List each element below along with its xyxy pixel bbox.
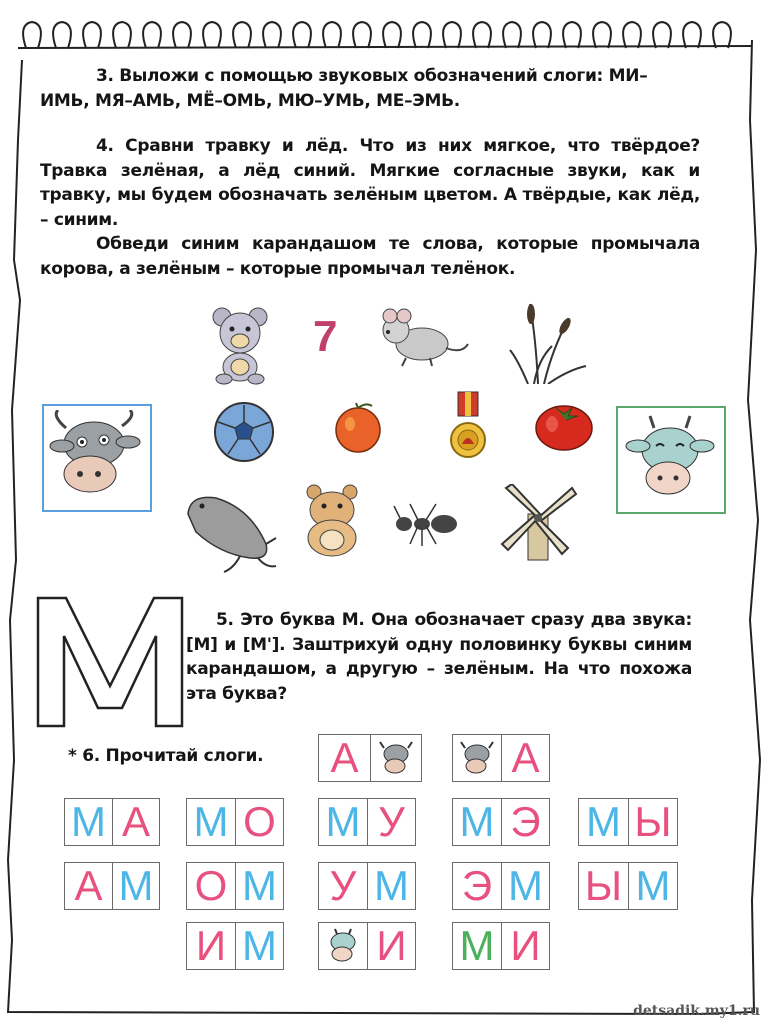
consonant-letter: М <box>586 798 621 845</box>
consonant-letter: М <box>112 863 159 909</box>
consonant-letter: М <box>71 798 106 845</box>
vowel-letter: О <box>235 799 283 845</box>
task6-label <box>68 744 263 769</box>
vowel-letter: Э <box>501 799 549 845</box>
cattail-reed-icon <box>508 300 588 384</box>
cow-half <box>370 735 421 781</box>
vowel-letter: У <box>329 862 357 909</box>
vowel-letter: И <box>501 923 549 969</box>
task5-paragraph: 5. Это буква М. Она обозначает сразу два звука: [М] и [М']. Заштрихуй одну половинку буквы синим карандашом, а другую – зелёным. На что похожа эта буква? <box>186 610 692 704</box>
vowel-letter: А <box>112 799 159 845</box>
vowel-letter: И <box>195 922 227 969</box>
teddy-bear-icon <box>208 305 272 385</box>
vowel-letter: А <box>74 862 103 909</box>
syllable-card-am <box>64 862 160 910</box>
cow-icon <box>376 740 416 776</box>
tomato-icon <box>534 400 594 452</box>
syllable-card-me <box>452 798 550 846</box>
vowel-letter: Ы <box>628 799 677 845</box>
syllable-card-ym <box>578 862 678 910</box>
vowel-letter: А <box>330 734 359 781</box>
syllable-card-my <box>578 798 678 846</box>
star-marker: * <box>68 746 77 766</box>
sample-card-vowel-cow <box>318 734 422 782</box>
vowel-letter: Э <box>461 862 493 909</box>
task3-line2: ИМЬ, МЯ–АМЬ, МЁ–ОМЬ, МЮ–УМЬ, МЕ–ЭМЬ. <box>40 90 460 111</box>
mouse-icon <box>370 304 470 368</box>
cow-half <box>453 735 501 781</box>
consonant-letter: М <box>235 923 283 969</box>
vowel-letter: О <box>194 862 228 909</box>
syllable-card-ma <box>64 798 160 846</box>
vowel-letter: Ы <box>584 862 623 909</box>
consonant-letter: М <box>459 798 495 845</box>
syllable-card-calf-i <box>318 922 416 970</box>
syllable-card-mi <box>452 922 550 970</box>
task4-paragraph2: Обведи синим карандашом те слова, которые промычала корова, а зелёным – которые промычал телёнок. <box>40 234 700 279</box>
cow-icon <box>46 410 146 504</box>
calf-icon <box>622 414 718 504</box>
vowel-letter: А <box>501 735 549 781</box>
medal-icon <box>448 390 488 464</box>
number-seven: 7 <box>313 312 338 361</box>
consonant-letter: М <box>501 863 549 909</box>
syllable-card-om <box>186 862 284 910</box>
task6-label-text: 6. Прочитай слоги. <box>82 746 264 766</box>
consonant-letter: М <box>235 863 283 909</box>
consonant-letter: М <box>325 798 361 845</box>
ant-icon <box>392 500 460 550</box>
consonant-letter: М <box>367 863 415 909</box>
task5-text <box>186 608 692 706</box>
watermark: detsadik.my1.ru <box>633 1003 760 1019</box>
syllable-card-em <box>452 862 550 910</box>
task4-text <box>40 134 700 282</box>
consonant-letter: М <box>193 798 229 845</box>
task4-paragraph1: 4. Сравни травку и лёд. Что из них мягкое, что твёрдое? Травка зелёная, а лёд синий. Мягкие согласные звуки, как и травку, мы будем обозначать зелёным цветом. А твёрдые, как лёд, – синим. <box>40 136 700 230</box>
vowel-letter: И <box>367 923 415 969</box>
consonant-letter: М <box>628 863 677 909</box>
syllable-card-mo <box>186 798 284 846</box>
hamster-icon <box>300 480 364 558</box>
task3-line1: 3. Выложи с помощью звуковых обозначений слоги: МИ– <box>96 66 648 86</box>
task3-text <box>40 64 730 113</box>
orange-fruit-icon <box>333 402 383 454</box>
calf-icon <box>323 928 363 964</box>
syllable-card-um <box>318 862 416 910</box>
vowel-letter: У <box>367 799 415 845</box>
calf-half <box>319 923 367 969</box>
cow-icon <box>457 740 497 776</box>
syllable-card-im <box>186 922 284 970</box>
sample-card-cow-vowel <box>452 734 550 782</box>
soccer-ball-icon <box>212 400 276 464</box>
seal-icon <box>180 484 280 578</box>
soft-consonant-letter: М <box>459 922 495 969</box>
outline-letter-m <box>36 596 184 728</box>
windmill-icon <box>498 484 578 564</box>
syllable-card-mu <box>318 798 416 846</box>
